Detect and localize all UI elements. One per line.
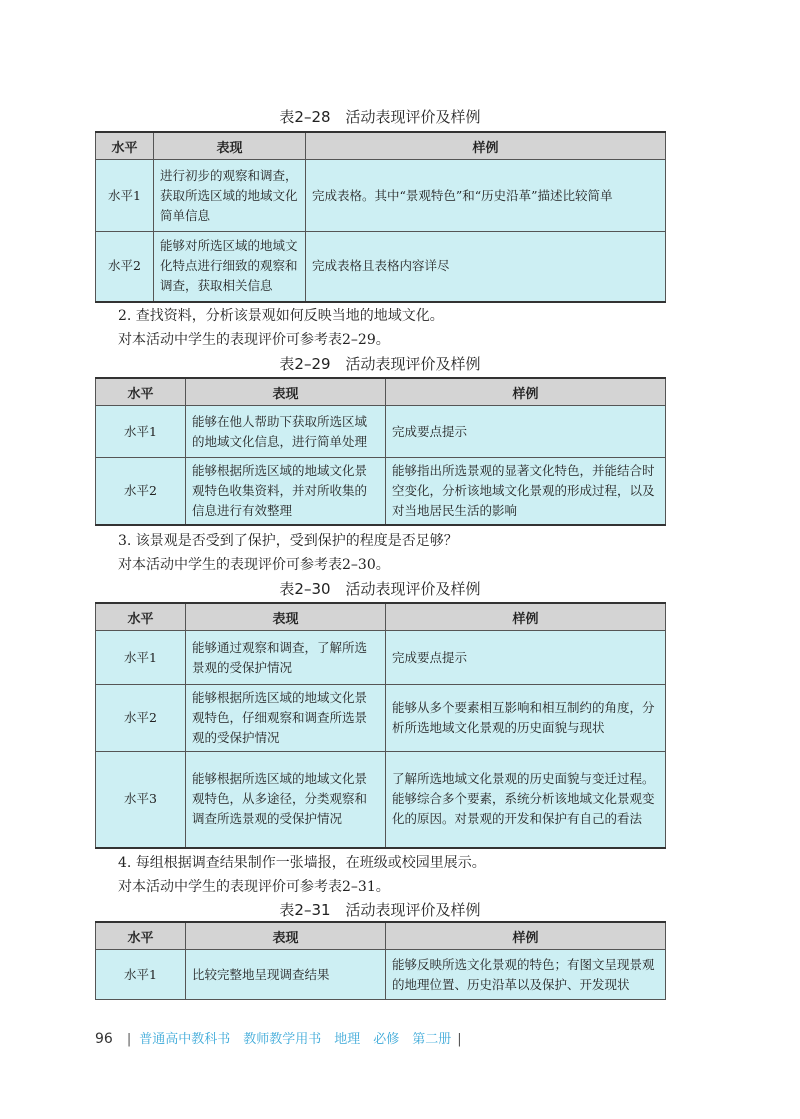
level-cell: 水平1: [96, 950, 186, 1000]
example-cell: 能够从多个要素相互影响和相互制约的角度，分析所选地域文化景观的历史面貌与现状: [386, 685, 666, 752]
book-series-title: 普通高中教科书 教师教学用书 地理 必修 第二册: [139, 1032, 452, 1047]
example-cell: 完成要点提示: [386, 631, 666, 685]
table-28-caption: 表2–28 活动表现评价及样例: [279, 108, 481, 126]
table-row: [96, 160, 666, 232]
example-cell: 完成表格。其中“景观特色”和“历史沿革”描述比较简单: [306, 160, 666, 232]
level-cell: 水平1: [96, 160, 154, 232]
header-example: 样例: [386, 378, 666, 406]
performance-cell: 进行初步的观察和调查，获取所选区域的地域文化简单信息: [154, 160, 306, 232]
table-row: [96, 752, 666, 848]
question-4: 4. 每组根据调查结果制作一张墙报，在班级或校园里展示。: [118, 855, 486, 871]
header-level: 水平: [96, 132, 154, 160]
performance-cell: 能够根据所选区域的地域文化景观特色收集资料，并对所收集的信息进行有效整理: [186, 458, 386, 526]
example-cell: 能够指出所选景观的显著文化特色，并能结合时空变化，分析该地域文化景观的形成过程，以及对当地居民生活的影响: [386, 458, 666, 526]
header-level: 水平: [96, 922, 186, 950]
example-cell: 了解所选地域文化景观的历史面貌与变迁过程。能够综合多个要素，系统分析该地域文化景观变化的原因。对景观的开发和保护有自己的看法: [386, 752, 666, 848]
table-header-row: [96, 603, 666, 631]
footer-divider: |: [126, 1032, 132, 1047]
footer-divider: |: [457, 1032, 462, 1047]
question-2: 2. 查找资料，分析该景观如何反映当地的地域文化。: [118, 308, 444, 324]
page-footer: [95, 1028, 462, 1047]
performance-cell: 能够根据所选区域的地域文化景观特色，从多途径，分类观察和调查所选景观的受保护情况: [186, 752, 386, 848]
header-example: 样例: [386, 603, 666, 631]
table-31-caption: 表2–31 活动表现评价及样例: [279, 901, 481, 919]
header-performance: 表现: [186, 378, 386, 406]
level-cell: 水平1: [96, 631, 186, 685]
level-cell: 水平2: [96, 685, 186, 752]
performance-cell: 能够通过观察和调查，了解所选景观的受保护情况: [186, 631, 386, 685]
table-row: [96, 232, 666, 302]
level-cell: 水平1: [96, 406, 186, 458]
header-level: 水平: [96, 603, 186, 631]
question-3: 3. 该景观是否受到了保护，受到保护的程度是否足够？: [118, 533, 458, 549]
example-cell: 能够反映所选文化景观的特色；有图文呈现景观的地理位置、历史沿革以及保护、开发现状: [386, 950, 666, 1000]
level-cell: 水平2: [96, 458, 186, 526]
performance-cell: 能够对所选区域的地域文化特点进行细致的观察和调查，获取相关信息: [154, 232, 306, 302]
table-header-row: [96, 378, 666, 406]
reference-2-30: 对本活动中学生的表现评价可参考表2–30。: [118, 557, 390, 573]
table-row: [96, 406, 666, 458]
page-number: 96: [95, 1031, 113, 1047]
header-performance: 表现: [186, 603, 386, 631]
header-example: 样例: [306, 132, 666, 160]
performance-cell: 能够在他人帮助下获取所选区域的地域文化信息，进行简单处理: [186, 406, 386, 458]
table-row: [96, 458, 666, 526]
header-performance: 表现: [154, 132, 306, 160]
level-cell: 水平3: [96, 752, 186, 848]
table-31: [95, 921, 666, 1000]
header-example: 样例: [386, 922, 666, 950]
table-30-caption: 表2–30 活动表现评价及样例: [279, 580, 481, 598]
example-cell: 完成要点提示: [386, 406, 666, 458]
table-header-row: [96, 922, 666, 950]
performance-cell: 比较完整地呈现调查结果: [186, 950, 386, 1000]
table-30: [95, 602, 666, 849]
performance-cell: 能够根据所选区域的地域文化景观特色，仔细观察和调查所选景观的受保护情况: [186, 685, 386, 752]
table-28: [95, 131, 666, 303]
level-cell: 水平2: [96, 232, 154, 302]
table-row: [96, 685, 666, 752]
table-row: [96, 631, 666, 685]
table-29: [95, 377, 666, 526]
header-level: 水平: [96, 378, 186, 406]
example-cell: 完成表格且表格内容详尽: [306, 232, 666, 302]
table-row: [96, 950, 666, 1000]
header-performance: 表现: [186, 922, 386, 950]
table-29-caption: 表2–29 活动表现评价及样例: [279, 355, 481, 373]
table-header-row: [96, 132, 666, 160]
reference-2-31: 对本活动中学生的表现评价可参考表2–31。: [118, 879, 390, 895]
reference-2-29: 对本活动中学生的表现评价可参考表2–29。: [118, 332, 390, 348]
